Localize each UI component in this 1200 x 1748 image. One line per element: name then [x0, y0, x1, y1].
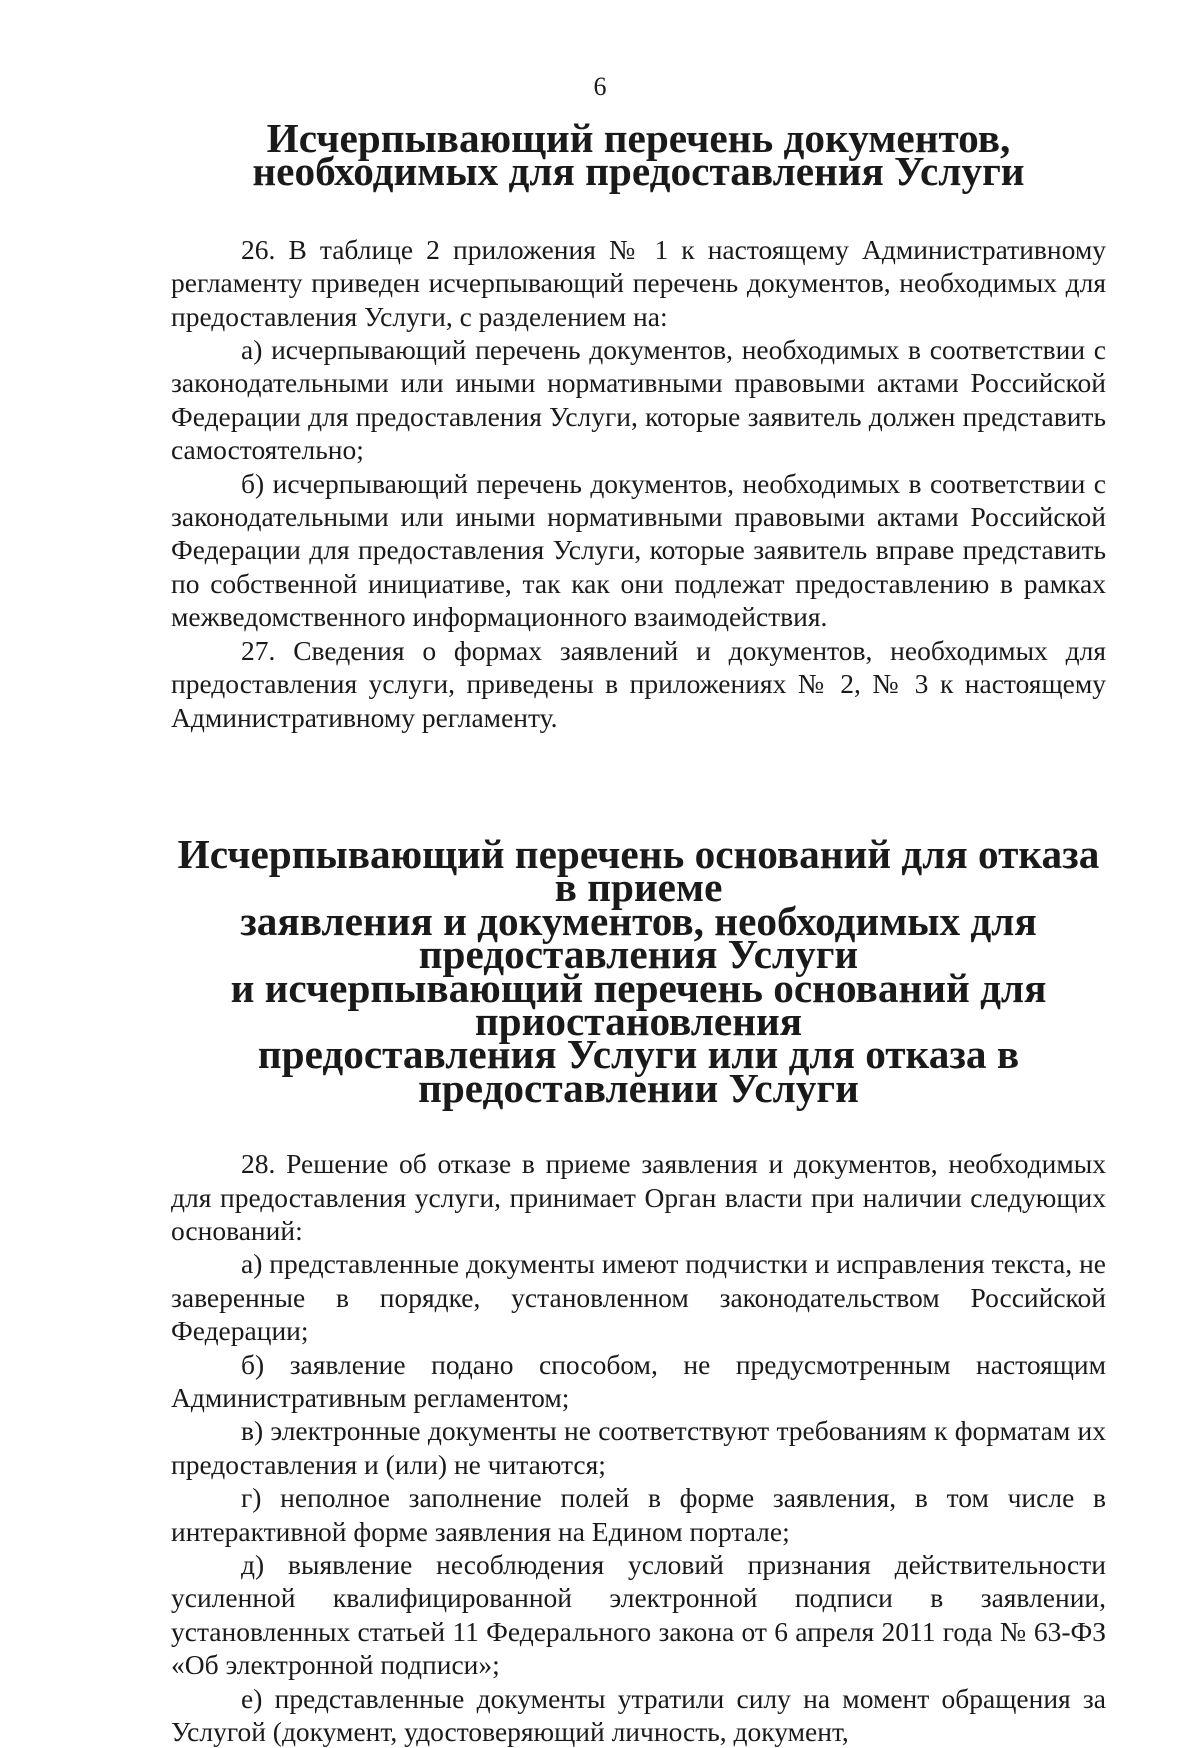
paragraph-26: 26. В таблице 2 приложения № 1 к настоящему Административному регламенту приведен исчерпывающий перечень документов, необходимых для предоставления Услуги, с разделением на: [171, 233, 1106, 332]
paragraph-28-v: в) электронные документы не соответствуют требованиям к форматам их предоставления и (или) не читаются; [171, 1415, 1106, 1480]
paragraph-28-e: е) представленные документы утратили силу на момент обращения за Услугой (документ, удостоверяющий личность, документ, [171, 1682, 1106, 1748]
heading-line: необходимых для предоставления Услуги [252, 148, 1025, 195]
heading-line: Исчерпывающий перечень оснований для отказа в приеме [177, 830, 1100, 911]
heading-line: заявления и документов, необходимых для предоставления Услуги [240, 897, 1037, 978]
section-heading-documents-list [171, 115, 1106, 195]
paragraph-28-b: б) заявление подано способом, не предусмотренным настоящим Административным регламентом; [171, 1348, 1106, 1413]
paragraph-26-b: б) исчерпывающий перечень документов, необходимых в соответствии с законодательными или иными нормативными правовыми актами Российской Федерации для предоставления Услуги, которые заявитель вправе представить по собственной инициативе, так как они подлежат предоставлению в рамках межведомственного информационного взаимодействия. [171, 467, 1106, 633]
heading-line: и исчерпывающий перечень оснований для приостановления [230, 964, 1047, 1044]
paragraph-27: 27. Сведения о формах заявлений и документов, необходимых для предоставления услуги, приведены в приложениях № 2, № 3 к настоящему Административному регламенту. [171, 634, 1106, 733]
heading-line: предоставления Услуги или для отказа в предоставлении Услуги [257, 1031, 1020, 1111]
paragraph-28-g: г) неполное заполнение полей в форме заявления, в том числе в интерактивной форме заявления на Едином портале; [171, 1482, 1106, 1547]
heading-line: Исчерпывающий перечень документов, [266, 115, 1011, 161]
section-heading-refusal-grounds [171, 830, 1106, 1111]
paragraph-28-d: д) выявление несоблюдения условий признания действительности усиленной квалифицированной электронной подписи в заявлении, установленных статьей 11 Федерального закона от 6 апреля 2011 года № 63-ФЗ «Об электронной подписи»; [171, 1549, 1106, 1681]
paragraph-28-a: а) представленные документы имеют подчистки и исправления текста, не заверенные в порядке, установленном законодательством Российской Федерации; [171, 1248, 1106, 1347]
paragraph-28: 28. Решение об отказе в приеме заявления и документов, необходимых для предоставления услуги, принимает Орган власти при наличии следующих оснований: [171, 1148, 1106, 1246]
page-content [171, 115, 1106, 1748]
page-number: 6 [593, 72, 607, 101]
paragraph-26-a: а) исчерпывающий перечень документов, необходимых в соответствии с законодательными или иными нормативными правовыми актами Российской Федерации для предоставления Услуги, которые заявитель должен представить самостоятельно; [171, 334, 1106, 466]
